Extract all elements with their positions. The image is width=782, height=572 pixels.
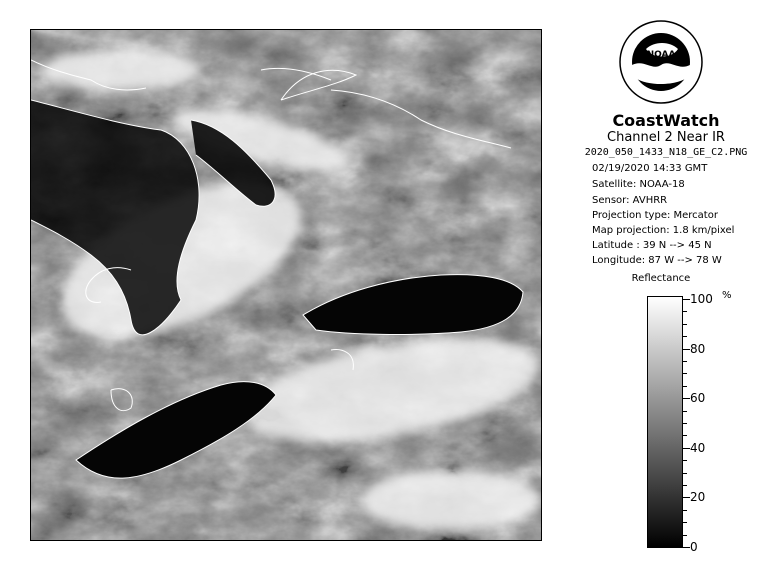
colorbar-tick-label: 80 <box>690 342 706 356</box>
colorbar-minor-tick <box>683 473 687 474</box>
colorbar-major-tick <box>683 547 690 548</box>
colorbar-major-tick <box>683 448 690 449</box>
colorbar-minor-tick <box>683 411 687 412</box>
map-projection-label: Map projection: 1.8 km/pixel <box>592 225 735 236</box>
colorbar-major-tick <box>683 349 690 350</box>
colorbar-tick-label: 40 <box>690 441 706 455</box>
capture-datetime: 02/19/2020 14:33 GMT <box>592 163 708 174</box>
sensor-label: Sensor: AVHRR <box>592 195 668 206</box>
colorbar-minor-tick <box>683 311 687 312</box>
colorbar-minor-tick <box>683 386 687 387</box>
colorbar-major-tick <box>683 299 690 300</box>
colorbar-major-tick <box>683 497 690 498</box>
colorbar-minor-tick <box>683 336 687 337</box>
colorbar-minor-tick <box>683 535 687 536</box>
colorbar-tick-label: 0 <box>690 540 698 554</box>
longitude-range-label: Longitude: 87 W --> 78 W <box>592 255 722 266</box>
channel-subtitle: Channel 2 Near IR <box>607 130 725 145</box>
product-title: CoastWatch <box>612 111 720 130</box>
image-filename: 2020_050_1433_N18_GE_C2.PNG <box>584 147 748 158</box>
colorbar-major-tick <box>683 398 690 399</box>
colorbar-minor-tick <box>683 423 687 424</box>
satellite-label: Satellite: NOAA-18 <box>592 179 685 190</box>
colorbar-unit: % <box>722 290 732 301</box>
reflectance-colorbar <box>647 296 683 548</box>
colorbar-minor-tick <box>683 373 687 374</box>
latitude-range-label: Latitude : 39 N --> 45 N <box>592 240 712 251</box>
noaa-logo <box>618 19 704 105</box>
satellite-map <box>30 29 542 541</box>
colorbar-tick-label: 100 <box>690 292 713 306</box>
colorbar-minor-tick <box>683 361 687 362</box>
colorbar-title: Reflectance <box>631 273 691 284</box>
projection-type-label: Projection type: Mercator <box>592 210 718 221</box>
colorbar-minor-tick <box>683 510 687 511</box>
colorbar-minor-tick <box>683 485 687 486</box>
colorbar-minor-tick <box>683 522 687 523</box>
colorbar-minor-tick <box>683 460 687 461</box>
colorbar-tick-label: 60 <box>690 391 706 405</box>
logo-center-text: NOAA <box>646 50 676 60</box>
colorbar-tick-label: 20 <box>690 490 706 504</box>
colorbar-minor-tick <box>683 324 687 325</box>
colorbar-minor-tick <box>683 435 687 436</box>
